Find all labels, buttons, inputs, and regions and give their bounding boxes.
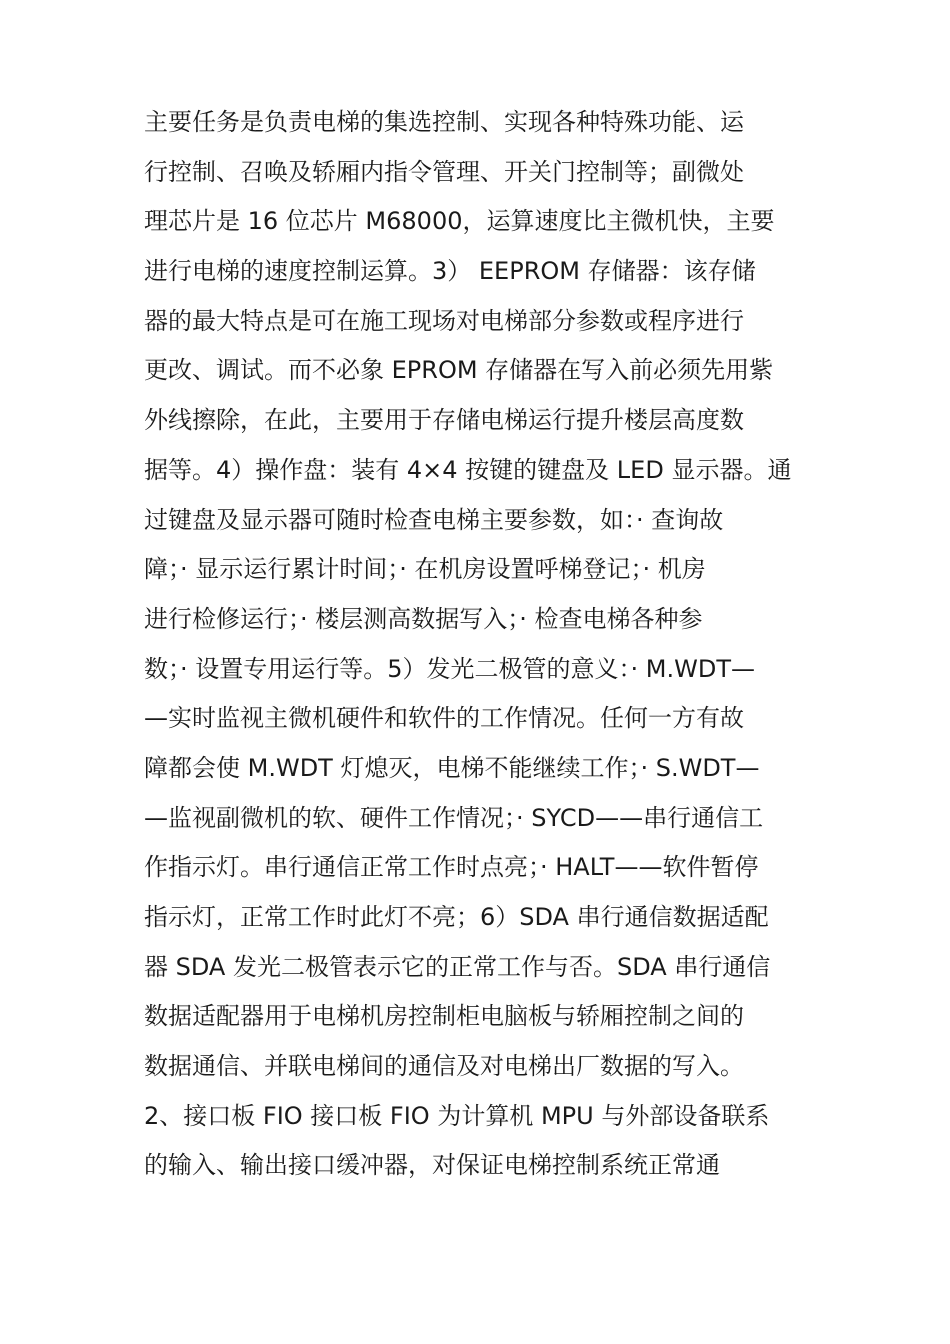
text-line-6: 更改、调试。而不必象 EPROM 存储器在写入前必须先用紫 xyxy=(144,356,774,385)
text-line-20: 数据通信、并联电梯间的通信及对电梯出厂数据的写入。 xyxy=(144,1052,744,1081)
text-line-21: 2、接口板 FIO 接口板 FIO 为计算机 MPU 与外部设备联系 xyxy=(144,1101,770,1130)
text-line-3: 理芯片是 16 位芯片 M68000，运算速度比主微机快，主要 xyxy=(144,207,775,236)
text-line-7: 外线擦除，在此，主要用于存储电梯运行提升楼层高度数 xyxy=(144,406,744,435)
text-line-10: 障；· 显示运行累计时间；· 在机房设置呼梯登记；· 机房 xyxy=(144,555,706,584)
text-line-22: 的输入、输出接口缓冲器，对保证电梯控制系统正常通 xyxy=(144,1151,720,1180)
text-line-15: —监视副微机的软、硬件工作情况；· SYCD——串行通信工 xyxy=(144,803,764,832)
text-line-12: 数；· 设置专用运行等。5）发光二极管的意义：· M.WDT— xyxy=(144,654,755,683)
text-line-1: 主要任务是负责电梯的集选控制、实现各种特殊功能、运 xyxy=(144,108,744,136)
text-line-9: 过键盘及显示器可随时检查电梯主要参数，如：· 查询故 xyxy=(144,505,724,534)
text-line-18: 器 SDA 发光二极管表示它的正常工作与否。SDA 串行通信 xyxy=(144,952,771,981)
text-line-19: 数据适配器用于电梯机房控制柜电脑板与轿厢控制之间的 xyxy=(144,1002,744,1031)
text-line-11: 进行检修运行；· 楼层测高数据写入；· 检查电梯各种参 xyxy=(144,604,703,633)
text-line-8: 据等。4）操作盘：装有 4×4 按键的键盘及 LED 显示器。通 xyxy=(144,455,792,484)
text-line-4: 进行电梯的速度控制运算。3） EEPROM 存储器：该存储 xyxy=(144,257,756,286)
text-line-5: 器的最大特点是可在施工现场对电梯部分参数或程序进行 xyxy=(144,306,744,335)
text-line-13: —实时监视主微机硬件和软件的工作情况。任何一方有故 xyxy=(144,704,744,733)
body-text xyxy=(144,98,814,1191)
text-line-16: 作指示灯。串行通信正常工作时点亮；· HALT——软件暂停 xyxy=(144,853,759,882)
text-line-17: 指示灯，正常工作时此灯不亮；6）SDA 串行通信数据适配 xyxy=(144,903,769,931)
text-line-14: 障都会使 M.WDT 灯熄灭，电梯不能继续工作；· S.WDT— xyxy=(144,753,760,782)
text-line-2: 行控制、召唤及轿厢内指令管理、开关门控制等；副微处 xyxy=(144,157,744,186)
